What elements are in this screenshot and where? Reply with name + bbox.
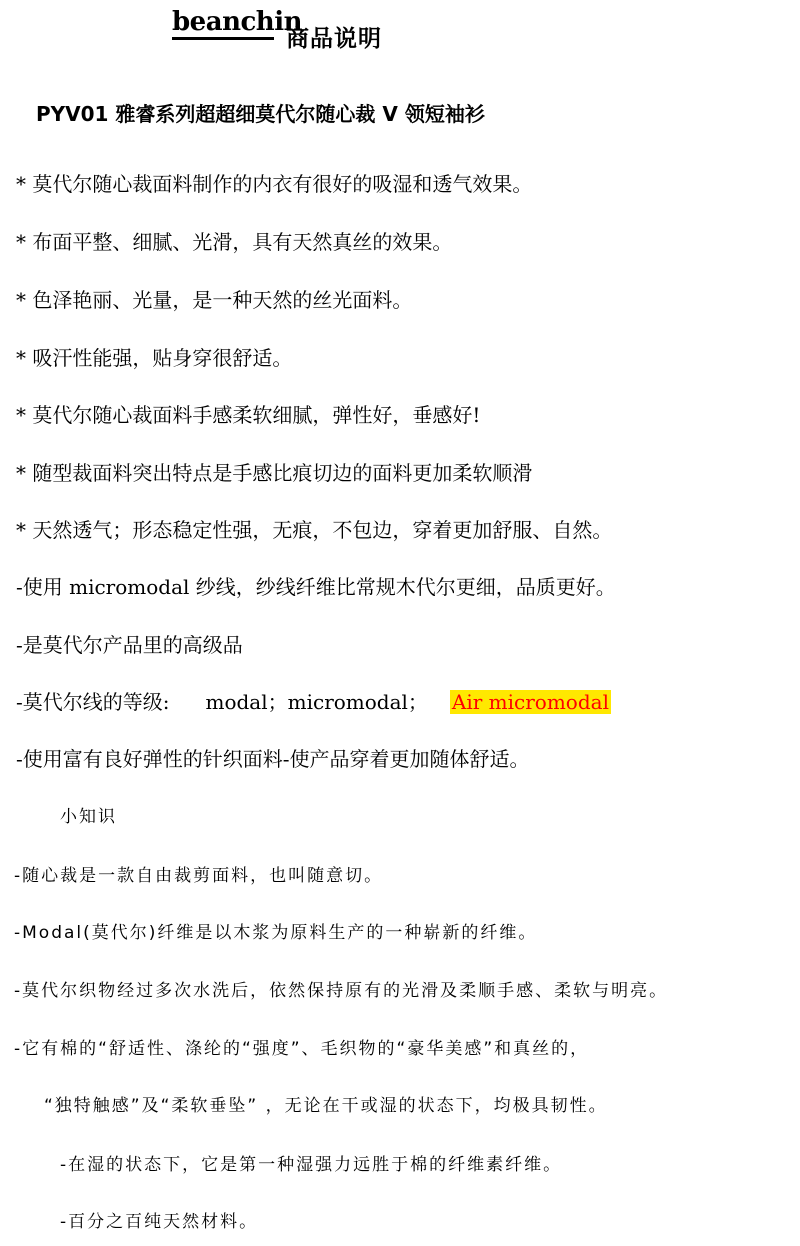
feature-line: * 莫代尔随心裁面料手感柔软细腻，弹性好，垂感好! [16,403,481,427]
knowledge-heading: 小知识 [60,807,117,827]
product-title: PYV01 雅睿系列超超细莫代尔随心裁 V 领短袖衫 [36,102,485,126]
page-title: 商品说明 [286,26,382,52]
brand-name: beanchin [172,7,302,37]
feature-line: * 吸汗性能强，贴身穿很舒适。 [16,346,293,370]
feature-line: * 色泽艳丽、光量，是一种天然的丝光面料。 [16,288,413,312]
knowledge-line: -百分之百纯天然材料。 [60,1212,259,1232]
brand-logo [172,8,302,40]
brand-underline [172,37,274,40]
feature-line: -使用富有良好弹性的针织面料-使产品穿着更加随体舒适。 [16,747,530,771]
fiber-grade-line [16,686,611,715]
feature-line: * 布面平整、细腻、光滑，具有天然真丝的效果。 [16,230,453,254]
knowledge-line: -它有棉的“舒适性、涤纶的“强度”、毛织物的“豪华美感”和真丝的， [14,1039,590,1059]
knowledge-line: “独特触感”及“柔软垂坠” ，无论在干或湿的状态下，均极具韧性。 [44,1096,608,1116]
knowledge-line: -Modal(莫代尔)纤维是以木浆为原料生产的一种崭新的纤维。 [14,923,538,943]
fiber-grade-highlight: Air micromodal [451,690,609,714]
feature-line: -是莫代尔产品里的高级品 [16,633,243,657]
fiber-grade-levels: modal；micromodal； [205,690,428,714]
knowledge-line: -随心裁是一款自由裁剪面料，也叫随意切。 [14,866,384,886]
feature-line: * 随型裁面料突出特点是手感比痕切边的面料更加柔软顺滑 [16,461,533,485]
feature-line: * 莫代尔随心裁面料制作的内衣有很好的吸湿和透气效果。 [16,172,533,196]
feature-line: * 天然透气；形态稳定性强，无痕，不包边，穿着更加舒服、自然。 [16,518,613,542]
knowledge-line: -在湿的状态下，它是第一种湿强力远胜于棉的纤维素纤维。 [60,1155,563,1175]
knowledge-line: -莫代尔织物经过多次水洗后，依然保持原有的光滑及柔顺手感、柔软与明亮。 [14,981,669,1001]
feature-line: -使用 micromodal 纱线，纱线纤维比常规木代尔更细，品质更好。 [16,575,616,599]
fiber-grade-label: -莫代尔线的等级: [16,690,170,714]
